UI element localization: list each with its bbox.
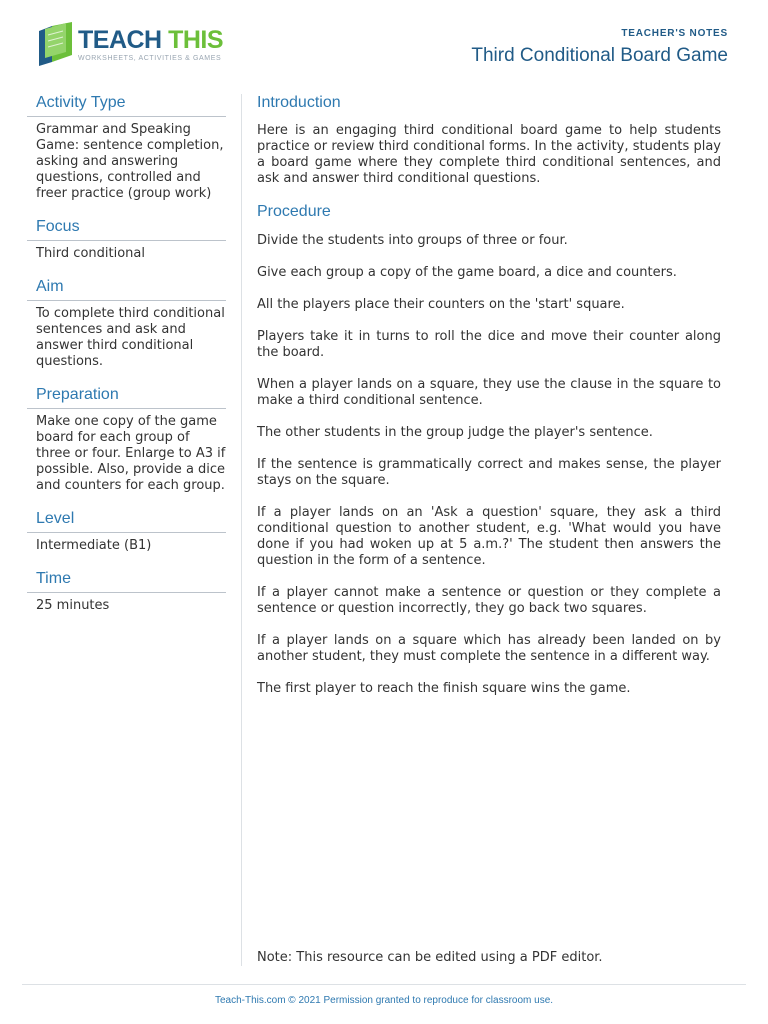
- focus-text: Third conditional: [36, 246, 145, 261]
- logo-word-this: THIS: [168, 26, 224, 54]
- footer-divider: [22, 984, 746, 985]
- procedure-step: If a player cannot make a sentence or question or they complete a sentence or question incorrectly, they go back two squares.: [257, 585, 721, 616]
- level-section: [27, 510, 226, 554]
- teachers-notes-label: TEACHER'S NOTES: [621, 28, 728, 39]
- preparation-text: Make one copy of the game board for each group of three or four. Enlarge to A3 if possible. Also, provide a dice and counters for each group.: [36, 414, 226, 493]
- activity-type-heading: Activity Type: [27, 94, 226, 117]
- preparation-heading: Preparation: [27, 386, 226, 409]
- page-title: Third Conditional Board Game: [471, 45, 728, 66]
- aim-section: [27, 278, 226, 370]
- sidebar: [27, 94, 226, 630]
- pdf-editor-note: Note: This resource can be edited using a PDF editor.: [257, 950, 603, 965]
- activity-type-section: [27, 94, 226, 202]
- logo-wordmark: [78, 26, 223, 55]
- main-content: [257, 94, 721, 713]
- procedure-step: The other students in the group judge the player's sentence.: [257, 425, 653, 440]
- introduction-heading: Introduction: [257, 94, 341, 111]
- document-header: [471, 28, 728, 67]
- procedure-heading: Procedure: [257, 203, 331, 220]
- footer-copyright: Teach-This.com © 2021 Permission granted to reproduce for classroom use.: [214, 995, 554, 1006]
- focus-heading: Focus: [27, 218, 226, 241]
- preparation-section: [27, 386, 226, 494]
- introduction-text: Here is an engaging third conditional board game to help students practice or review third conditional forms. In the activity, students play a board game where they complete third conditional sentences, and ask and answer third conditional questions.: [257, 123, 721, 186]
- level-heading: Level: [27, 510, 226, 533]
- procedure-step: All the players place their counters on the 'start' square.: [257, 297, 625, 312]
- time-section: [27, 570, 226, 614]
- procedure-step: Give each group a copy of the game board, a dice and counters.: [257, 265, 677, 280]
- book-icon: [36, 22, 76, 66]
- column-divider: [241, 94, 242, 966]
- focus-section: [27, 218, 226, 262]
- aim-text: To complete third conditional sentences and ask and answer third conditional questions.: [36, 306, 225, 369]
- procedure-step: If the sentence is grammatically correct and makes sense, the player stays on the square.: [257, 457, 721, 488]
- procedure-step: The first player to reach the finish square wins the game.: [257, 681, 631, 696]
- teach-this-logo: [36, 22, 226, 68]
- level-text: Intermediate (B1): [36, 538, 152, 553]
- procedure-step: If a player lands on a square which has already been landed on by another student, they must complete the sentence in a different way.: [257, 633, 721, 664]
- time-heading: Time: [27, 570, 226, 593]
- procedure-step: If a player lands on an 'Ask a question' square, they ask a third conditional question to another student, e.g. 'What would you have done if you had woken up at 5 a.m.?' The student then answers the question in the form of a sentence.: [257, 505, 721, 568]
- activity-type-text: Grammar and Speaking Game: sentence completion, asking and answering questions, controlled and freer practice (group work): [36, 122, 224, 201]
- aim-heading: Aim: [27, 278, 226, 301]
- logo-tagline: WORKSHEETS, ACTIVITIES & GAMES: [78, 55, 222, 62]
- time-text: 25 minutes: [36, 598, 110, 613]
- logo-word-teach: TEACH: [78, 26, 162, 54]
- procedure-step: When a player lands on a square, they use the clause in the square to make a third conditional sentence.: [257, 377, 721, 408]
- procedure-step: Players take it in turns to roll the dice and move their counter along the board.: [257, 329, 721, 360]
- procedure-step: Divide the students into groups of three or four.: [257, 233, 568, 248]
